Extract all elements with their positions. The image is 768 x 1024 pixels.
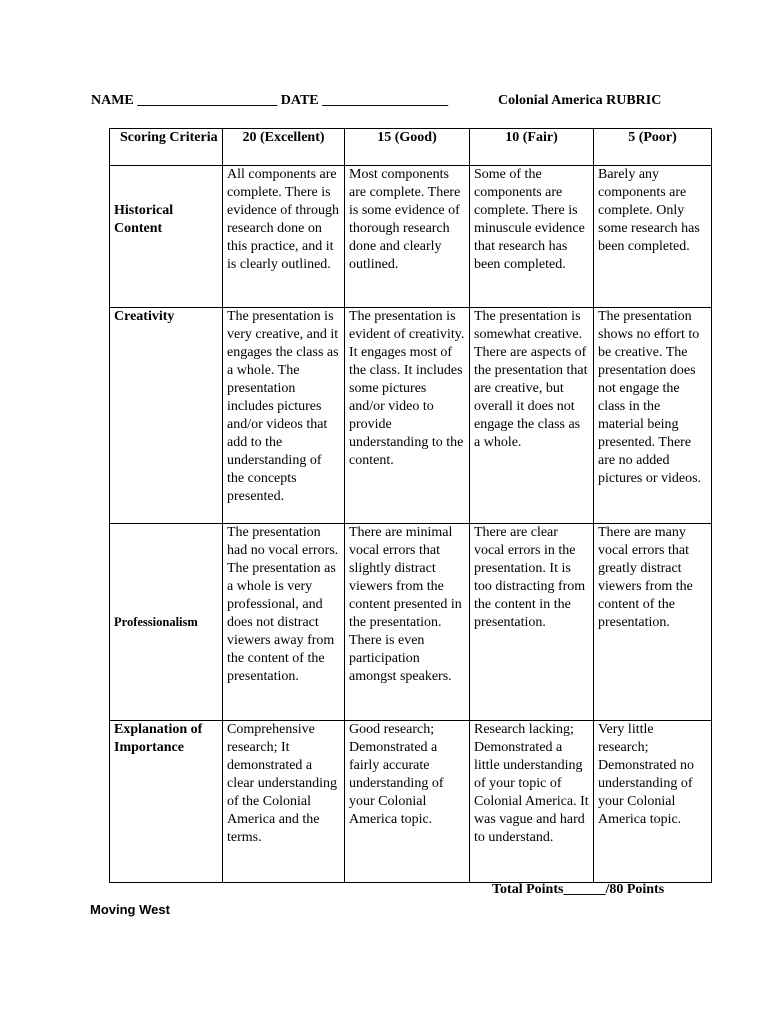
table-cell: Barely any components are complete. Only some research has been completed. [594, 166, 712, 308]
table-cell: There are many vocal errors that greatly distract viewers from the content of the presentation. [594, 524, 712, 721]
rubric-title: Colonial America RUBRIC [498, 93, 662, 108]
table-row [110, 524, 712, 721]
column-header-excellent: 20 (Excellent) [223, 129, 345, 166]
criterion-explanation-of-importance: Explanation of Importance [110, 721, 223, 883]
name-date-line: NAME ____________________ DATE __________________ [91, 93, 449, 108]
table-cell: Comprehensive research; It demonstrated a clear understanding of the Colonial America and the terms. [223, 721, 345, 883]
column-header-poor: 5 (Poor) [594, 129, 712, 166]
table-cell: There are clear vocal errors in the presentation. It is too distracting from the content in the presentation. [470, 524, 594, 721]
footer-text: Moving West [90, 902, 170, 917]
table-row [110, 721, 712, 883]
column-header-good: 15 (Good) [345, 129, 470, 166]
rubric-table [109, 128, 712, 883]
table-cell: The presentation is somewhat creative. There are aspects of the presentation that are creative, but overall it does not engage the class as a whole. [470, 308, 594, 524]
total-points: Total Points______/80 Points [492, 882, 665, 897]
table-cell: Some of the components are complete. There is minuscule evidence that research has been completed. [470, 166, 594, 308]
table-row [110, 308, 712, 524]
table-cell: Most components are complete. There is some evidence of thorough research done and clearly outlined. [345, 166, 470, 308]
column-header-fair: 10 (Fair) [470, 129, 594, 166]
column-header-criteria: Scoring Criteria [110, 129, 223, 166]
table-cell: Very little research; Demonstrated no understanding of your Colonial America topic. [594, 721, 712, 883]
table-cell: The presentation shows no effort to be creative. The presentation does not engage the class in the material being presented. There are no added pictures or videos. [594, 308, 712, 524]
table-cell: The presentation is evident of creativity. It engages most of the class. It includes some pictures and/or video to provide understanding to the content. [345, 308, 470, 524]
table-cell: There are minimal vocal errors that slightly distract viewers from the content presented in the presentation. There is even participation amongst speakers. [345, 524, 470, 721]
table-cell: The presentation had no vocal errors. The presentation as a whole is very professional, and does not distract viewers away from the content of the presentation. [223, 524, 345, 721]
table-cell: Good research; Demonstrated a fairly accurate understanding of your Colonial America topic. [345, 721, 470, 883]
table-row [110, 166, 712, 308]
header [91, 93, 691, 109]
criterion-professionalism: Professionalism [110, 524, 223, 721]
criterion-creativity: Creativity [110, 308, 223, 524]
criterion-historical-content: Historical Content [110, 166, 223, 308]
header-row [110, 129, 712, 166]
table-cell: The presentation is very creative, and it engages the class as a whole. The presentation includes pictures and/or videos that add to the understanding of the concepts presented. [223, 308, 345, 524]
table-cell: Research lacking; Demonstrated a little understanding of your topic of Colonial America. It was vague and hard to understand. [470, 721, 594, 883]
table-cell: All components are complete. There is evidence of through research done on this practice, and it is clearly outlined. [223, 166, 345, 308]
